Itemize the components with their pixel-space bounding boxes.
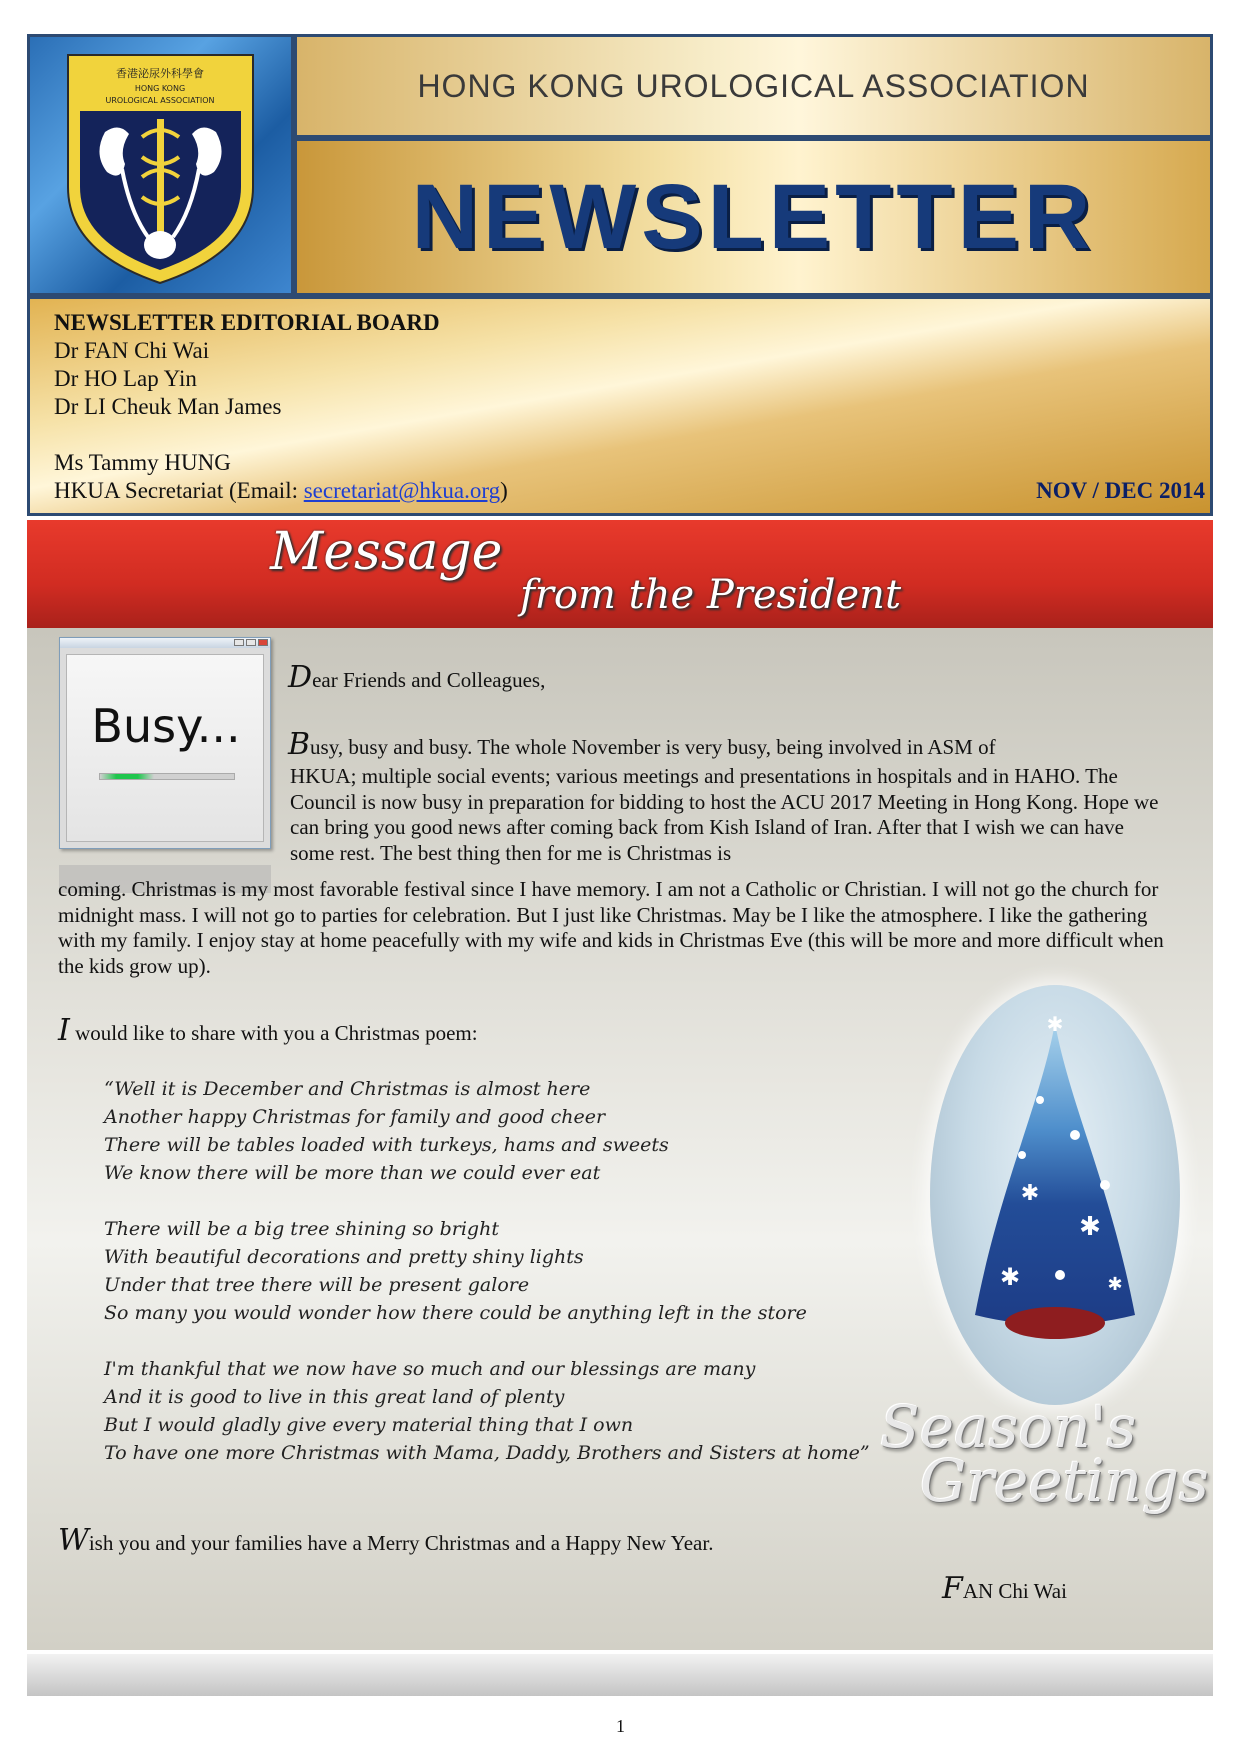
poem-intro-text: would like to share with you a Christmas poem: <box>69 1021 478 1045</box>
secretariat-suffix: ) <box>500 478 508 503</box>
busy-progress-fill <box>100 774 154 779</box>
maximize-icon <box>246 639 256 646</box>
logo-chinese-name: 香港泌尿外科學會 <box>116 67 204 80</box>
svg-text:✱: ✱ <box>1020 1180 1040 1205</box>
poem-line: With beautiful decorations and pretty shiny lights <box>104 1246 584 1268</box>
logo-english-line2: UROLOGICAL ASSOCIATION <box>105 96 215 105</box>
seasons-greetings-text <box>880 1393 1209 1515</box>
board-secretary: Ms Tammy HUNG <box>54 450 231 475</box>
closing-dropcap: W <box>58 1523 89 1558</box>
svg-text:✱: ✱ <box>1046 1014 1064 1036</box>
closing-text: ish you and your families have a Merry Christmas and a Happy New Year. <box>88 1531 714 1555</box>
poem-line: So many you would wonder how there could be anything left in the store <box>104 1302 807 1324</box>
poem-line: And it is good to live in this great land of plenty <box>104 1386 565 1408</box>
svg-text:✱: ✱ <box>1107 1274 1123 1294</box>
greeting-text: ear Friends and Colleagues, <box>312 668 546 692</box>
secretariat-line <box>54 478 508 504</box>
poem-line: Another happy Christmas for family and good cheer <box>104 1106 606 1128</box>
signature <box>942 1571 1067 1606</box>
greetings-word: Greetings <box>920 1447 1209 1515</box>
poem-line: We know there will be more than we could ever eat <box>104 1162 601 1184</box>
association-name: HONG KONG UROLOGICAL ASSOCIATION <box>417 68 1090 104</box>
editorial-board-heading: NEWSLETTER EDITORIAL BOARD <box>54 310 440 335</box>
poem-line: I'm thankful that we now have so much and our blessings are many <box>104 1358 756 1380</box>
footer-bar <box>27 1654 1213 1696</box>
letter-greeting <box>288 660 546 695</box>
svg-text:✱: ✱ <box>999 1265 1021 1291</box>
paragraph-1-first-text: usy, busy and busy. The whole November is very busy, being involved in ASM of <box>310 735 996 759</box>
busy-label: Busy... <box>91 699 241 753</box>
secretariat-email-link[interactable]: secretariat@hkua.org <box>303 478 501 503</box>
hkua-shield-logo <box>30 37 291 293</box>
banner-message-word: Message <box>270 522 503 582</box>
busy-progress-bar <box>99 773 235 780</box>
paragraph-1-full-width-text: coming. Christmas is my most favorable festival since I have memory. I am not a Catholic or Christian. I will not go the church for midnight mass. I will not go to parties for celebration. But I just like Christmas. May be I like the atmosphere. I like the gathering with my family. I enjoy stay at home peacefully with my wife and kids in Christmas Eve (this will be more and more difficult when the kids grow up). <box>58 877 1164 978</box>
issue-date: NOV / DEC 2014 <box>1036 478 1205 503</box>
poem-line: There will be tables loaded with turkeys, hams and sweets <box>104 1134 669 1156</box>
svg-text:✱: ✱ <box>1079 1212 1101 1241</box>
close-icon <box>258 639 268 646</box>
poem-line: But I would gladly give every material thing that I own <box>104 1414 634 1436</box>
board-member: Dr FAN Chi Wai <box>54 338 210 363</box>
closing-wish <box>58 1523 714 1558</box>
poem-line: To have one more Christmas with Mama, Daddy, Brothers and Sisters at home” <box>104 1442 870 1464</box>
minimize-icon <box>234 639 244 646</box>
signature-dropcap: F <box>942 1571 963 1606</box>
newsletter-title: NEWSLETTER <box>411 166 1096 268</box>
paragraph-1-wrapped-text: HKUA; multiple social events; various meetings and presentations in hospitals and in HAHO. The Council is now busy in preparation for bidding to host the ACU 2017 Meeting in Hong Kong. Hope we can bring you good news after coming back from Kish Island of Iran. After that I wish we can have some rest. The best thing then for me is Christmas is <box>290 764 1159 865</box>
banner-from-the-president: from the President <box>520 572 902 618</box>
busy-window-content <box>66 654 264 842</box>
poem-line: “Well it is December and Christmas is almost here <box>104 1078 591 1100</box>
poem-intro-dropcap: I <box>58 1013 70 1048</box>
logo-panel <box>27 34 294 296</box>
poem-line: Under that tree there will be present galore <box>104 1274 530 1296</box>
page-number: 1 <box>616 1716 625 1736</box>
signature-text: AN Chi Wai <box>962 1579 1067 1603</box>
logo-english-line1: HONG KONG <box>134 84 186 93</box>
poem-intro <box>58 1013 478 1048</box>
paragraph-1-dropcap: B <box>288 727 311 762</box>
board-member: Dr LI Cheuk Man James <box>54 394 282 419</box>
busy-window-image <box>59 637 271 849</box>
busy-window-titlebar <box>60 638 270 648</box>
poem-line: There will be a big tree shining so bright <box>104 1218 499 1240</box>
seasons-word: Season's <box>880 1393 1137 1461</box>
greeting-dropcap: D <box>288 660 313 695</box>
board-member: Dr HO Lap Yin <box>54 366 197 391</box>
christmas-tree-image <box>930 985 1180 1405</box>
secretariat-prefix: HKUA Secretariat (Email: <box>54 478 304 503</box>
paragraph-1-first-line <box>288 727 1188 762</box>
